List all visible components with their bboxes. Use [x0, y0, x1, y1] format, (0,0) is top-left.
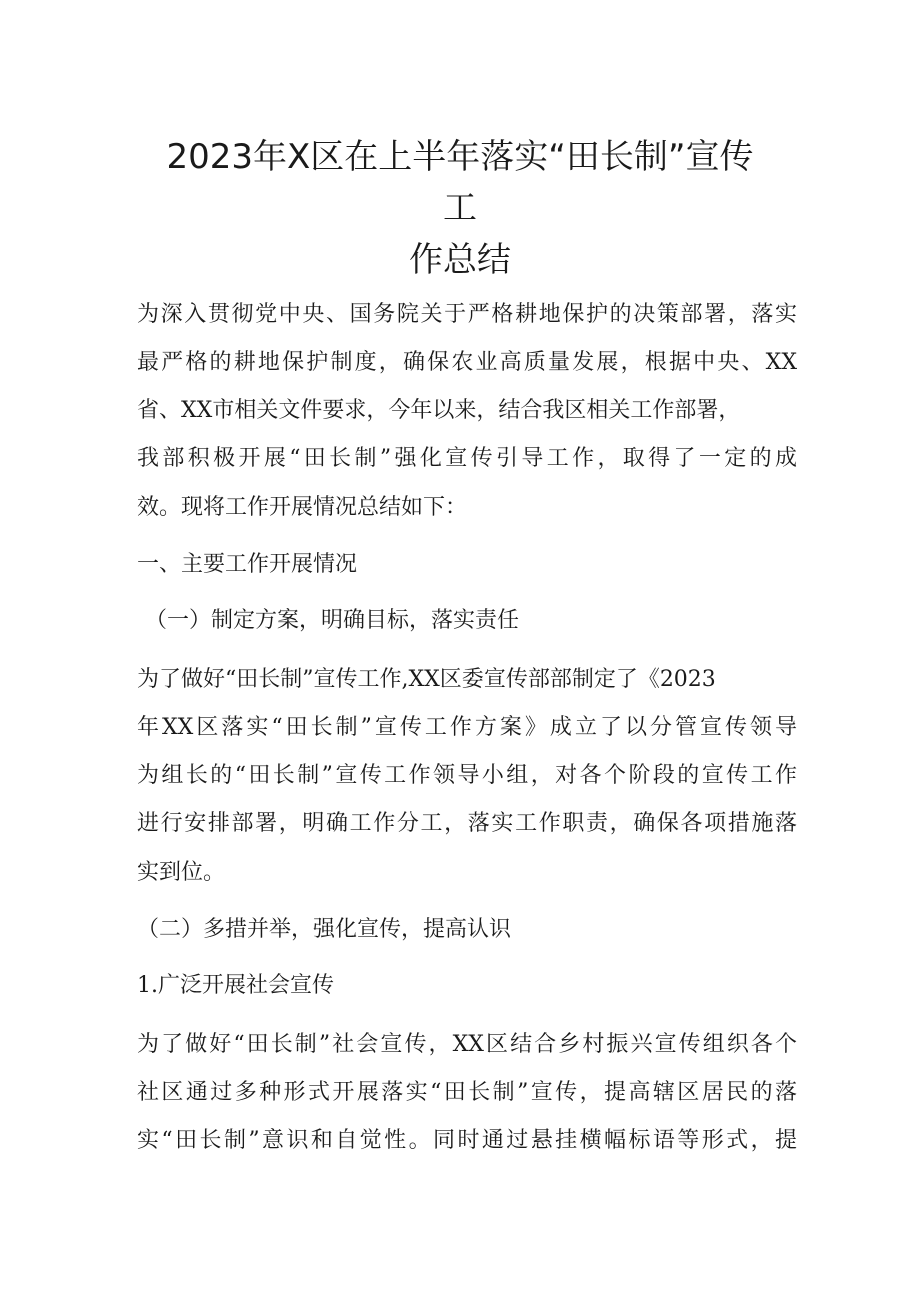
intro-line-3: 省、XX市相关文件要求，今年以来，结合我区相关工作部署，	[137, 398, 741, 423]
document-title-line-2: 工	[443, 188, 477, 228]
subsection-1-line-5: 实到位。	[137, 860, 226, 885]
item-1-line-2: 社区通过多种形式开展落实“田长制”宣传，提高辖区居民的落	[137, 1080, 797, 1105]
subsection-1-line-3: 为组长的“田长制”宣传工作领导小组，对各个阶段的宣传工作	[137, 763, 797, 788]
subsection-2-heading: （二）多措并举，强化宣传，提高认识	[137, 917, 512, 942]
intro-line-2: 最严格的耕地保护制度，确保农业高质量发展，根据中央、XX	[137, 350, 797, 375]
subsection-1-line-1: 为了做好“田长制”宣传工作,XX区委宣传部部制定了《2023	[137, 667, 716, 692]
subsection-1-line-4: 进行安排部署，明确工作分工，落实工作职责，确保各项措施落	[137, 811, 797, 836]
intro-line-1: 为深入贯彻党中央、国务院关于严格耕地保护的决策部署，落实	[137, 302, 797, 327]
item-1-line-3: 实“田长制”意识和自觉性。同时通过悬挂横幅标语等形式，提	[137, 1128, 797, 1153]
item-1-heading: 1.广泛开展社会宣传	[137, 973, 334, 998]
intro-line-4: 我部积极开展“田长制”强化宣传引导工作，取得了一定的成	[137, 446, 797, 471]
intro-line-5: 效。现将工作开展情况总结如下：	[137, 495, 468, 520]
item-1-line-1: 为了做好“田长制”社会宣传，XX区结合乡村振兴宣传组织各个	[137, 1032, 797, 1057]
document-title-line-3: 作总结	[409, 240, 511, 280]
subsection-1-heading: （一）制定方案，明确目标，落实责任	[145, 608, 520, 633]
subsection-1-line-2: 年XX区落实“田长制”宣传工作方案》成立了以分管宣传领导	[137, 715, 797, 740]
document-title-line-1: 2023年X区在上半年落实“田长制”宣传	[166, 137, 754, 177]
section-1-heading: 一、主要工作开展情况	[137, 552, 358, 577]
